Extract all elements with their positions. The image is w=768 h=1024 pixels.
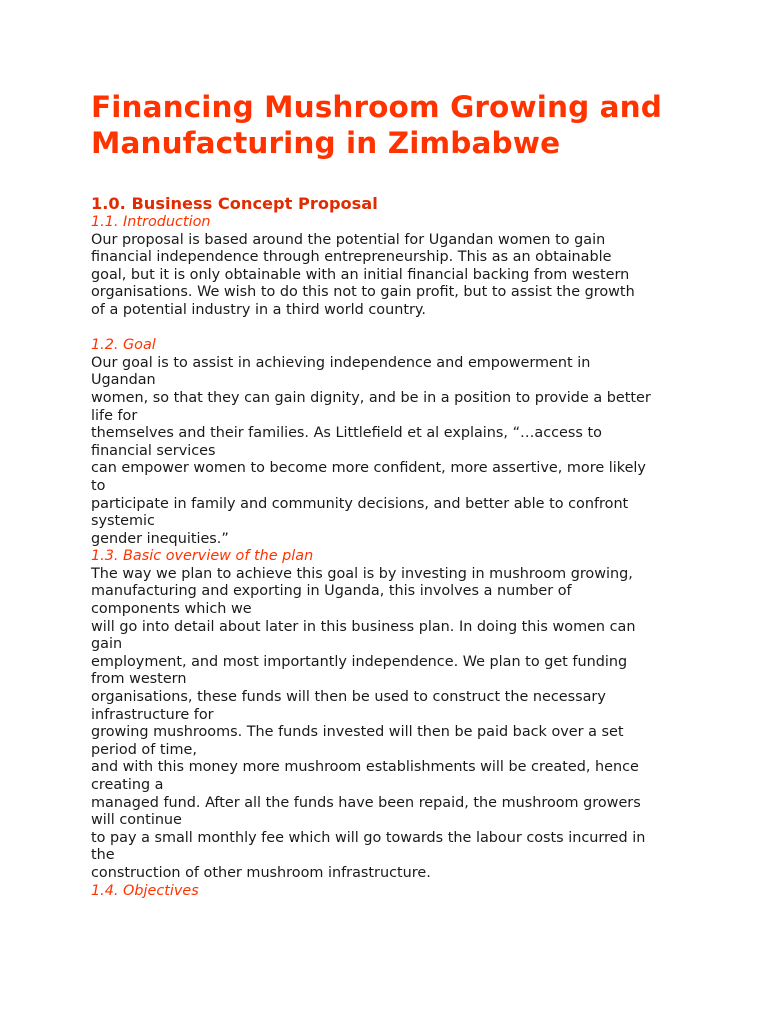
text-line: will continue — [91, 812, 182, 829]
text-line: growing mushrooms. The funds invested will then be paid back over a set — [91, 724, 624, 741]
subsection-heading: 1.3. Basic overview of the plan — [91, 548, 314, 565]
paragraph — [91, 566, 751, 883]
text-line: construction of other mushroom infrastructure. — [91, 864, 431, 881]
document-page — [91, 89, 751, 900]
text-line: of a potential industry in a third world country. — [91, 301, 426, 318]
text-line: from western — [91, 671, 187, 688]
text-line: period of time, — [91, 741, 197, 758]
text-line: to — [91, 477, 106, 494]
text-line: participate in family and community decisions, and better able to confront — [91, 495, 629, 512]
blank-line — [91, 320, 751, 338]
text-line: financial independence through entrepreneurship. This as an obtainable — [91, 249, 612, 266]
text-line: components which we — [91, 601, 252, 618]
text-line: systemic — [91, 513, 155, 530]
section-objectives — [91, 883, 751, 901]
section-heading-business-concept: 1.0. Business Concept Proposal — [91, 194, 378, 213]
text-line: financial services — [91, 442, 216, 459]
text-line: and with this money more mushroom establishments will be created, hence — [91, 759, 639, 776]
text-line: Ugandan — [91, 372, 156, 389]
subsection-heading: 1.4. Objectives — [91, 882, 199, 899]
section-introduction — [91, 214, 751, 320]
document-title — [91, 89, 751, 161]
text-line: organisations. We wish to do this not to gain profit, but to assist the growth — [91, 284, 635, 301]
text-line: infrastructure for — [91, 706, 214, 723]
section-goal — [91, 337, 751, 548]
text-line: goal, but it is only obtainable with an initial financial backing from western — [91, 266, 630, 283]
text-line: life for — [91, 407, 138, 424]
paragraph — [91, 232, 751, 320]
text-line: creating a — [91, 777, 164, 793]
text-line: gain — [91, 636, 123, 653]
text-line: to pay a small monthly fee which will go towards the labour costs incurred in — [91, 829, 646, 846]
paragraph — [91, 355, 751, 549]
text-line: will go into detail about later in this business plan. In doing this women can — [91, 618, 636, 635]
text-line: the — [91, 847, 115, 864]
text-line: Our goal is to assist in achieving independence and empowerment in — [91, 354, 591, 371]
text-line: managed fund. After all the funds have been repaid, the mushroom growers — [91, 794, 641, 811]
text-line: The way we plan to achieve this goal is by investing in mushroom growing, — [91, 565, 633, 582]
text-line: manufacturing and exporting in Uganda, this involves a number of — [91, 583, 572, 600]
text-line: Our proposal is based around the potential for Ugandan women to gain — [91, 231, 606, 248]
text-line: women, so that they can gain dignity, and be in a position to provide a better — [91, 389, 651, 406]
text-line: employment, and most importantly independence. We plan to get funding — [91, 653, 628, 670]
text-line: can empower women to become more confident, more assertive, more likely — [91, 460, 646, 477]
title-line: Financing Mushroom Growing and — [91, 90, 662, 124]
text-line: themselves and their families. As Littlefield et al explains, “…access to — [91, 425, 602, 442]
section-overview — [91, 548, 751, 882]
text-line: gender inequities.” — [91, 530, 229, 547]
subsection-heading: 1.2. Goal — [91, 337, 156, 354]
text-line: organisations, these funds will then be used to construct the necessary — [91, 689, 606, 706]
subsection-heading: 1.1. Introduction — [91, 214, 211, 230]
title-line: Manufacturing in Zimbabwe — [91, 126, 561, 160]
